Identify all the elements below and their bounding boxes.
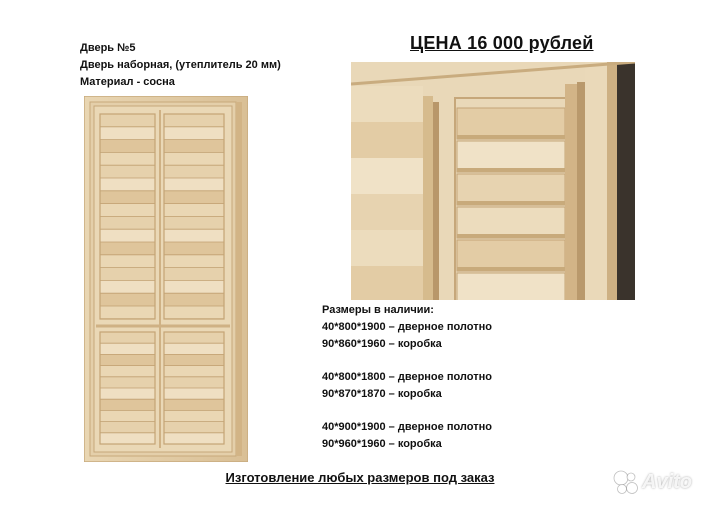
wood-slat (100, 332, 155, 343)
wood-slat (100, 242, 155, 255)
size-frame-3: 90*960*1960 – коробка (322, 438, 442, 450)
avito-logo-icon (612, 469, 638, 495)
wood-slat (164, 242, 224, 255)
wood-slat (164, 280, 224, 293)
wood-slat (100, 354, 155, 365)
size-frame-2: 90*870*1870 – коробка (322, 388, 442, 400)
wood-slat (100, 255, 155, 268)
wood-slat (100, 366, 155, 377)
wood-slat (164, 377, 224, 388)
closeup-slat (457, 240, 565, 271)
wood-slat (164, 388, 224, 399)
wood-slat (164, 140, 224, 153)
price-heading: ЦЕНА 16 000 рублей (410, 33, 594, 53)
wood-slat (164, 204, 224, 217)
closeup-board (351, 122, 423, 158)
wood-slat (100, 377, 155, 388)
custom-order-note: Изготовление любых размеров под заказ (225, 470, 495, 485)
closeup-slat-shadow (457, 267, 565, 271)
door-closeup-photo (351, 62, 635, 300)
wood-slat (164, 410, 224, 421)
wood-slat (164, 354, 224, 365)
wood-slat (164, 293, 224, 306)
closeup-slat (457, 174, 565, 205)
wood-slat (100, 410, 155, 421)
wood-slat (100, 140, 155, 153)
wood-slat (100, 178, 155, 191)
wood-slat (100, 114, 155, 127)
wood-slat (164, 306, 224, 319)
wood-slat (164, 343, 224, 354)
door-photo (84, 96, 248, 462)
wood-slat (164, 114, 224, 127)
avito-watermark-text: Avito (642, 470, 692, 493)
wood-slat (100, 343, 155, 354)
wood-slat (100, 268, 155, 281)
product-material: Материал - сосна (80, 76, 175, 88)
wood-slat (164, 152, 224, 165)
wood-slat (164, 127, 224, 140)
closeup-board (351, 230, 423, 266)
wood-slat (100, 216, 155, 229)
wood-slat (100, 293, 155, 306)
product-type: Дверь наборная, (утеплитель 20 мм) (80, 59, 281, 71)
wood-slat (164, 422, 224, 433)
closeup-slat (457, 273, 565, 300)
wood-slat (164, 255, 224, 268)
wood-slat (100, 433, 155, 444)
wood-slat (164, 229, 224, 242)
wood-slat (100, 388, 155, 399)
product-info (80, 40, 281, 91)
closeup-board (351, 194, 423, 230)
closeup-slat (457, 207, 565, 238)
wood-slat (164, 366, 224, 377)
wood-slat (164, 268, 224, 281)
wood-slat (100, 422, 155, 433)
wood-slat (100, 127, 155, 140)
wood-slat (164, 399, 224, 410)
avito-watermark (612, 468, 692, 496)
closeup-slat (457, 108, 565, 139)
closeup-slat (457, 141, 565, 172)
wood-slat (100, 191, 155, 204)
closeup-slat-shadow (457, 135, 565, 139)
sizes-heading: Размеры в наличии: (322, 304, 434, 316)
closeup-board (351, 158, 423, 194)
closeup-slat-shadow (457, 168, 565, 172)
size-frame-1: 90*860*1960 – коробка (322, 338, 442, 350)
wood-slat (164, 165, 224, 178)
wood-slat (100, 306, 155, 319)
closeup-slat-shadow (457, 201, 565, 205)
wood-slat (164, 332, 224, 343)
wood-slat (100, 399, 155, 410)
wood-slat (100, 165, 155, 178)
wood-slat (100, 204, 155, 217)
wood-slat (164, 191, 224, 204)
product-title: Дверь №5 (80, 42, 136, 54)
wood-slat (164, 216, 224, 229)
closeup-slat-shadow (457, 234, 565, 238)
wood-slat (164, 178, 224, 191)
wood-slat (100, 280, 155, 293)
closeup-board (351, 266, 423, 300)
size-leaf-2: 40*800*1800 – дверное полотно (322, 371, 492, 383)
closeup-board (351, 86, 423, 122)
wood-slat (100, 229, 155, 242)
size-leaf-1: 40*800*1900 – дверное полотно (322, 321, 492, 333)
wood-slat (164, 433, 224, 444)
sizes-section (322, 302, 492, 453)
wood-slat (100, 152, 155, 165)
size-leaf-3: 40*900*1900 – дверное полотно (322, 421, 492, 433)
